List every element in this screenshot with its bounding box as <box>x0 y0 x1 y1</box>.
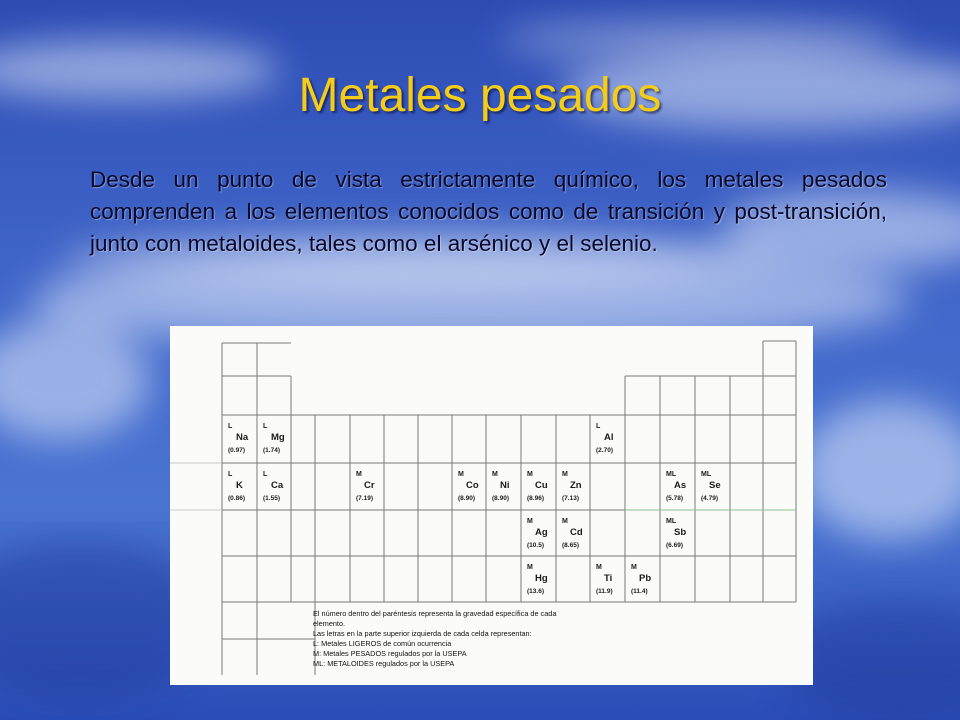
element-symbol: As <box>674 480 687 491</box>
element-symbol: Ca <box>271 480 284 491</box>
element-class-label: M <box>492 471 498 478</box>
element-density: (8.65) <box>562 542 579 549</box>
element-symbol: Pb <box>639 573 652 584</box>
intro-paragraph: Desde un punto de vista estrictamente químico, los metales pesados comprenden a los elementos conocidos como de transición y post-transición, junto con metaloides, tales como el arsénico y el selenio. <box>90 167 887 256</box>
element-symbol: Co <box>466 480 479 491</box>
periodic-table-image <box>170 326 813 685</box>
element-density: (10.5) <box>527 542 544 549</box>
element-density: (8.90) <box>492 495 509 502</box>
element-class-label: M <box>562 518 568 525</box>
element-symbol: Ti <box>604 573 613 584</box>
element-density: (8.90) <box>458 495 475 502</box>
element-density: (7.13) <box>562 495 579 502</box>
element-symbol: Na <box>236 432 249 443</box>
legend-line: ML: METALOIDES regulados por la USEPA <box>313 659 455 669</box>
element-class-label: M <box>458 471 464 478</box>
element-symbol: Se <box>709 480 721 491</box>
element-density: (11.4) <box>631 588 648 595</box>
element-class-label: M <box>527 471 533 478</box>
element-class-label: M <box>562 471 568 478</box>
slide-title: Metales pesados <box>298 69 662 122</box>
element-density: (1.55) <box>263 495 280 502</box>
element-class-label: ML <box>701 471 712 478</box>
element-density: (6.69) <box>666 542 683 549</box>
element-symbol: Ag <box>535 527 548 538</box>
element-class-label: L <box>263 423 268 430</box>
element-symbol: Cd <box>570 527 583 538</box>
element-class-label: ML <box>666 471 677 478</box>
element-symbol: Cu <box>535 480 548 491</box>
element-density: (11.9) <box>596 588 613 595</box>
element-density: (0.86) <box>228 495 245 502</box>
element-class-label: L <box>228 471 233 478</box>
element-class-label: M <box>356 471 362 478</box>
element-class-label: L <box>596 423 601 430</box>
element-symbol: Hg <box>535 573 548 584</box>
element-class-label: M <box>527 564 533 571</box>
element-density: (1.74) <box>263 447 280 454</box>
element-density: (0.97) <box>228 447 245 454</box>
legend-line: L: Metales LIGEROS de común ocurrencia <box>313 639 452 649</box>
element-density: (4.79) <box>701 495 718 502</box>
element-symbol: Cr <box>364 480 375 491</box>
element-density: (7.19) <box>356 495 373 502</box>
element-symbol: Ni <box>500 480 510 491</box>
element-density: (2.70) <box>596 447 613 454</box>
legend-line: M: Metales PESADOS regulados por la USEPA <box>313 649 467 659</box>
element-class-label: M <box>527 518 533 525</box>
element-density: (5.78) <box>666 495 683 502</box>
element-symbol: Mg <box>271 432 285 443</box>
element-class-label: M <box>596 564 602 571</box>
legend-line: Las letras en la parte superior izquierda de cada celda representan: <box>313 629 532 639</box>
element-class-label: L <box>228 423 233 430</box>
element-symbol: Zn <box>570 480 582 491</box>
table-legend <box>313 609 613 670</box>
element-symbol: K <box>236 480 243 491</box>
element-density: (8.96) <box>527 495 544 502</box>
element-class-label: ML <box>666 518 677 525</box>
legend-line: elemento. <box>313 619 346 629</box>
element-density: (13.6) <box>527 588 544 595</box>
element-class-label: M <box>631 564 637 571</box>
legend-line: El número dentro del paréntesis representa la gravedad específica de cada <box>313 609 557 618</box>
element-symbol: Sb <box>674 527 687 538</box>
element-symbol: Al <box>604 432 614 443</box>
element-class-label: L <box>263 471 268 478</box>
